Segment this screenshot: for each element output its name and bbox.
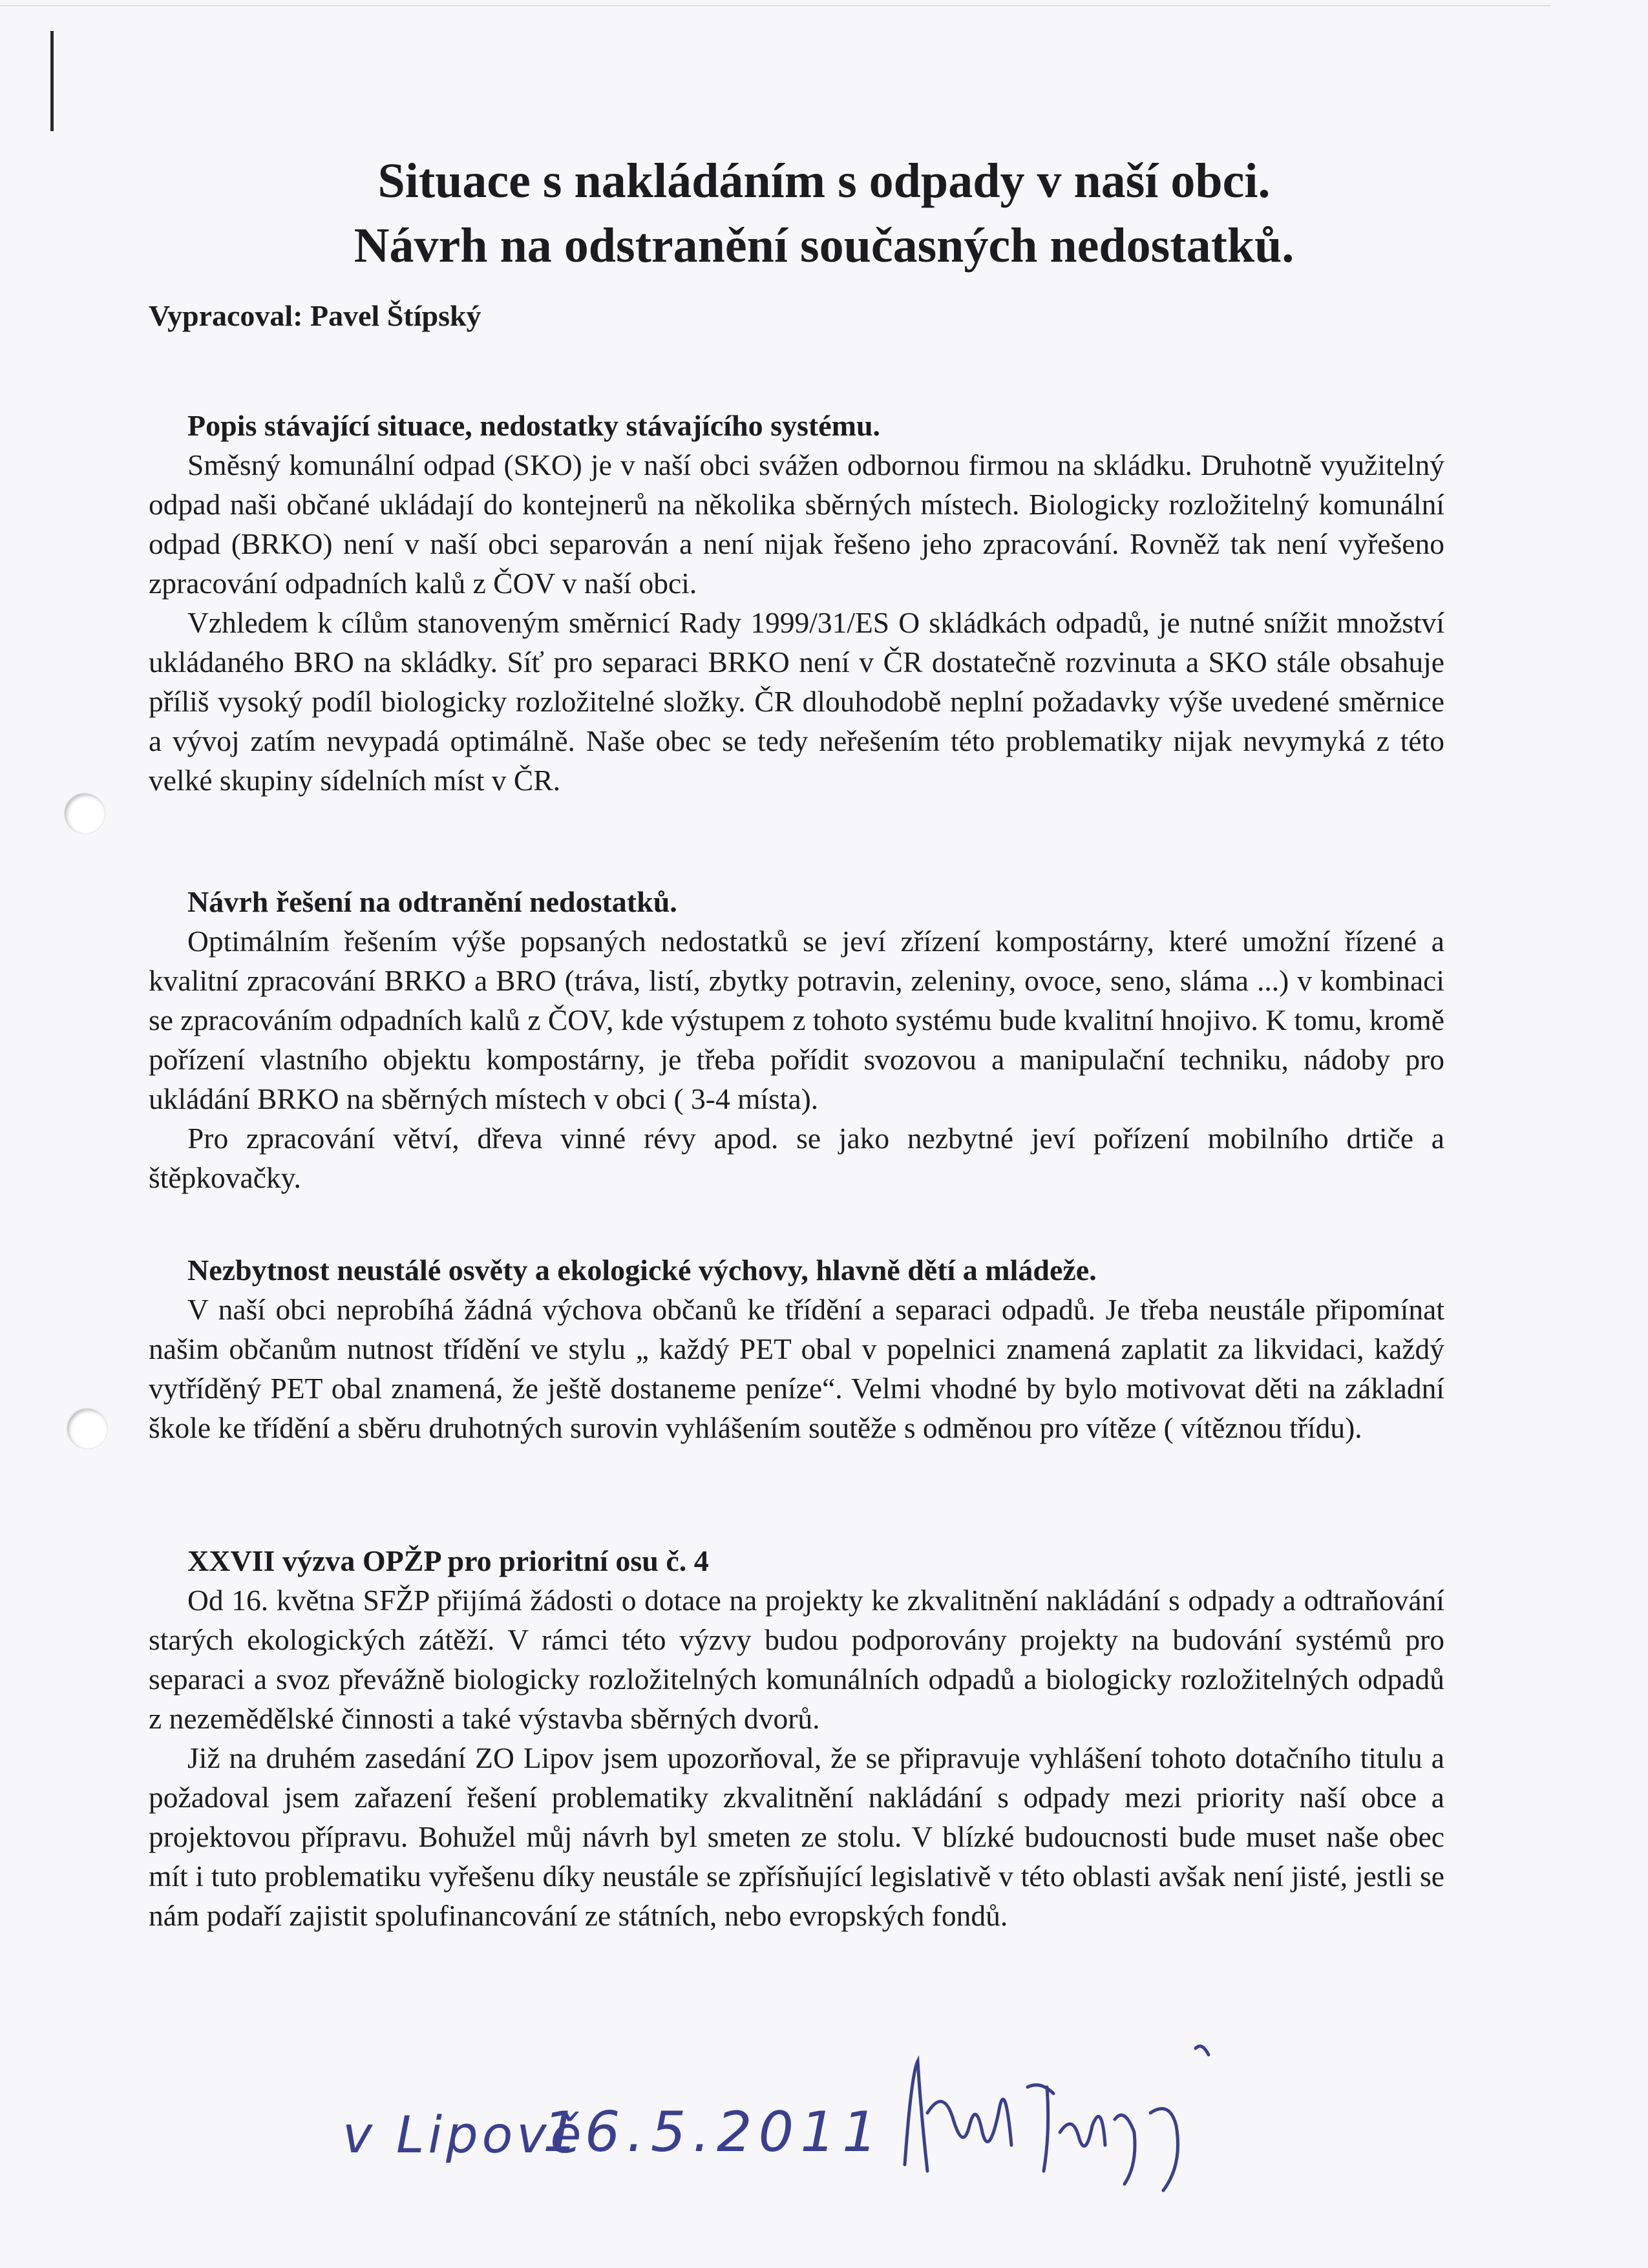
punch-hole-bottom	[67, 1409, 107, 1449]
paragraph: Vzhledem k cílům stanoveným směrnicí Rady 1999/31/ES O skládkách odpadů, je nutné snížit množství ukládaného BRO na skládky. Síť pro separaci BRKO není v ČR dostatečně rozvinuta a SKO stále obsahuje příliš vysoký podíl biologicky rozložitelné složky. ČR dlouhodobě neplní požadavky výše uvedené směrnice a vývoj zatím nevypadá optimálně. Naše obec se tedy neřešením této problematiky nijak nevymyká z této velké skupiny sídelních míst v ČR.	[149, 606, 1444, 797]
author-line: Vypracoval: Pavel Štípský	[149, 299, 481, 332]
paragraph: V naší obci neprobíhá žádná výchova občanů ke třídění a separaci odpadů. Je třeba neustále připomínat našim občanům nutnost třídění ve stylu „ každý PET obal v popelnici znamená zaplatit za likvidaci, každý vytříděný PET obal znamená, že ještě dostaneme peníze“. Velmi vhodné by bylo motivovat děti na základní škole ke třídění a sběru druhotných surovin vyhlášením soutěže s odměnou pro vítěze ( vítěznou třídu).	[149, 1293, 1444, 1444]
section-proposal	[149, 882, 1444, 1197]
section-opzp-call	[149, 1541, 1444, 1935]
title-line-1: Situace s nakládáním s odpady v naší obci.	[377, 154, 1271, 208]
handwritten-place: v Lipově	[343, 2106, 586, 2165]
paragraph: Již na druhém zasedání ZO Lipov jsem upozorňoval, že se připravuje vyhlášení tohoto dotačního titulu a požadoval jsem zařazení řešení problematiky zkvalitnění nakládání s odpady mezi priority naší obce a projektovou přípravu. Bohužel můj návrh byl smeten ze stolu. V blízké budoucnosti bude muset naše obec mít i tuto problematiku vyřešenu díky neustále se zpřísňující legislativě v této oblasti avšak není jisté, jestli se nám podaří zajistit spolufinancování ze státních, nebo evropských fondů.	[149, 1741, 1444, 1932]
handwritten-date: 16.5.2011	[543, 2100, 884, 2165]
section-heading: Nezbytnost neustálé osvěty a ekologické výchovy, hlavně dětí a mládeže.	[187, 1254, 1097, 1286]
scan-top-edge	[0, 5, 1551, 6]
document-title	[0, 149, 1648, 278]
section-heading: Popis stávající situace, nedostatky stávajícího systému.	[187, 409, 881, 442]
section-education	[149, 1250, 1444, 1447]
section-current-situation	[149, 406, 1444, 800]
paragraph: Optimálním řešením výše popsaných nedostatků se jeví zřízení kompostárny, které umožní řízené a kvalitní zpracování BRKO a BRO (tráva, listí, zbytky potravin, zeleniny, ovoce, seno, sláma ...) v kombinaci se zpracováním odpadních kalů z ČOV, kde výstupem z tohoto systému bude kvalitní hnojivo. K tomu, kromě pořízení vlastního objektu kompostárny, je třeba pořídit svozovou a manipulační techniku, nádoby pro ukládání BRKO na sběrných místech v obci ( 3-4 místa).	[149, 925, 1444, 1115]
margin-mark	[50, 31, 54, 131]
paragraph: Směsný komunální odpad (SKO) je v naší obci svážen odbornou firmou na skládku. Druhotně využitelný odpad naši občané ukládají do kontejnerů na několika sběrných místech. Biologicky rozložitelný komunální odpad (BRKO) není v naší obci separován a není nijak řešeno jeho zpracování. Rovněž tak není vyřešeno zpracování odpadních kalů z ČOV v naší obci.	[149, 448, 1444, 600]
signature-scrawl	[892, 2035, 1254, 2203]
paragraph: Pro zpracování větví, dřeva vinné révy apod. se jako nezbytné jeví pořízení mobilního drtiče a štěpkovačky.	[149, 1122, 1444, 1194]
punch-hole-top	[65, 793, 105, 834]
paragraph: Od 16. května SFŽP přijímá žádosti o dotace na projekty ke zkvalitnění nakládání s odpady a odtraňování starých ekologických zátěží. V rámci této výzvy budou podporovány projekty na budování systémů pro separaci a svoz převážně biologicky rozložitelných komunálních odpadů a biologicky rozložitelných odpadů z nezemědělské činnosti a také výstavba sběrných dvorů.	[149, 1584, 1444, 1735]
section-heading: XXVII výzva OPŽP pro prioritní osu č. 4	[187, 1544, 709, 1577]
signature-row	[323, 2035, 1293, 2203]
title-line-2: Návrh na odstranění současných nedostatků.	[354, 218, 1294, 273]
section-heading: Návrh řešení na odtranění nedostatků.	[187, 885, 677, 918]
